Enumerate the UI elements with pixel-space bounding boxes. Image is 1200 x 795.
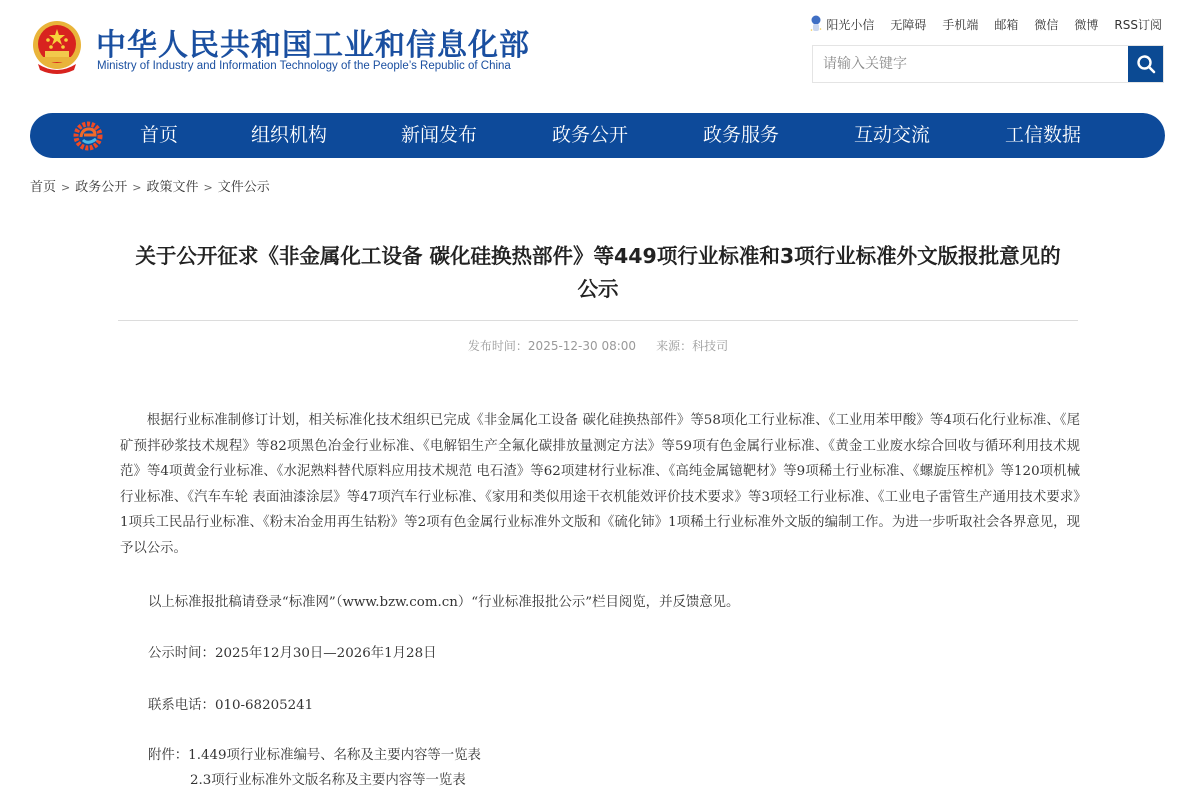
source-label: 来源： — [656, 339, 693, 353]
nav-item-government-services[interactable]: 政务服务 — [703, 124, 780, 146]
search-icon — [1136, 54, 1156, 74]
article-title-line1: 关于公开征求《非金属化工设备 碳化硅换热部件》等449项行业标准和3项行业标准外文版报批意见的 — [135, 244, 1061, 268]
miit-gear-logo-icon[interactable] — [73, 121, 103, 151]
attachments-label: 附件： — [148, 748, 189, 763]
source — [656, 339, 728, 353]
title-divider — [118, 320, 1078, 321]
breadcrumb-policy-documents[interactable]: 政策文件 — [146, 180, 199, 195]
nav-item-news[interactable]: 新闻发布 — [401, 124, 478, 146]
publish-time-label: 发布时间： — [467, 339, 528, 353]
toplink-mobile[interactable]: 手机端 — [942, 17, 979, 32]
toplink-weibo[interactable]: 微博 — [1074, 17, 1099, 32]
site-subtitle: Ministry of Industry and Information Technology of the People’s Republic of China — [97, 60, 511, 72]
nav-item-home[interactable]: 首页 — [140, 124, 179, 146]
attachments — [148, 744, 481, 763]
toplink-rss[interactable]: RSS订阅 — [1114, 17, 1162, 32]
top-links — [794, 15, 1162, 33]
toplink-sunshine-assistant[interactable] — [810, 15, 874, 33]
toplink-accessibility[interactable]: 无障碍 — [890, 17, 927, 32]
breadcrumb-separator: > — [61, 181, 71, 194]
main-nav — [30, 113, 1165, 158]
nav-item-government-affairs[interactable]: 政务公开 — [552, 124, 629, 146]
toplink-label: 阳光小信 — [826, 17, 875, 32]
breadcrumb — [30, 176, 270, 195]
article-paragraph-2: 以上标准报批稿请登录“标准网”（www.bzw.com.cn）“行业标准报批公示”栏目阅览，并反馈意见。 — [148, 595, 740, 610]
search-button[interactable] — [1128, 46, 1163, 82]
search-input[interactable] — [813, 46, 1129, 82]
search-box — [812, 45, 1164, 83]
breadcrumb-separator: > — [132, 181, 142, 194]
breadcrumb-government-affairs[interactable]: 政务公开 — [75, 180, 128, 195]
nav-item-interaction[interactable]: 互动交流 — [854, 124, 931, 146]
attachment-link-2[interactable]: 2.3项行业标准外文版名称及主要内容等一览表 — [190, 773, 466, 788]
breadcrumb-document-notices[interactable]: 文件公示 — [217, 180, 270, 195]
publish-time — [468, 339, 636, 353]
article-title-line2: 公示 — [577, 277, 619, 301]
source-value: 科技司 — [692, 339, 729, 353]
nav-item-organization[interactable]: 组织机构 — [251, 124, 328, 146]
site-header — [0, 0, 1200, 100]
toplink-wechat[interactable]: 微信 — [1034, 17, 1059, 32]
nav-item-miit-data[interactable]: 工信数据 — [1005, 124, 1082, 146]
article-meta — [118, 337, 1078, 354]
notice-period: 公示时间：2025年12月30日—2026年1月28日 — [148, 646, 437, 661]
breadcrumb-home[interactable]: 首页 — [30, 180, 57, 195]
toplink-mailbox[interactable]: 邮箱 — [994, 17, 1019, 32]
site-title[interactable]: 中华人民共和国工业和信息化部 — [96, 28, 530, 63]
article-title — [118, 240, 1078, 306]
article-paragraph-1: 根据行业标准制修订计划，相关标准化技术组织已完成《非金属化工设备 碳化硅换热部件》等58项化工行业标准、《工业用苯甲酸》等4项石化行业标准、《尾矿预拌砂浆技术规程》等82项黑色冶金行业标准、《电解铝生产全氟化碳排放量测定方法》等59项有色金属行业标准、《黄金工业废水综合回收与循环利用技术规范》等4项黄金行业标准、《水泥熟料替代原料应用技术规范 电石渣》等62项建材行业标准、《高纯金属镱靶材》等9项稀土行业标准、《螺旋压榨机》等120项机械行业标准、《汽车车轮 表面油漆涂层》等47项汽车行业标准、《家用和类似用途干衣机能效评价技术要求》等3项轻工行业标准、《工业电子雷管生产通用技术要求》1项兵工民品行业标准、《粉末冶金用再生钴粉》等2项有色金属行业标准外文版和《硫化铈》1项稀土行业标准外文版的编制工作。为进一步听取社会各界意见，现予以公示。 — [120, 413, 1080, 556]
contact-phone: 联系电话：010-68205241 — [148, 698, 314, 713]
robot-assistant-icon — [810, 15, 822, 33]
article-body — [120, 408, 1080, 788]
national-emblem-icon[interactable] — [30, 20, 84, 76]
attachment-link-1[interactable]: 1.449项行业标准编号、名称及主要内容等一览表 — [188, 748, 481, 763]
breadcrumb-separator: > — [203, 181, 213, 194]
publish-time-value: 2025-12-30 08:00 — [527, 339, 637, 353]
